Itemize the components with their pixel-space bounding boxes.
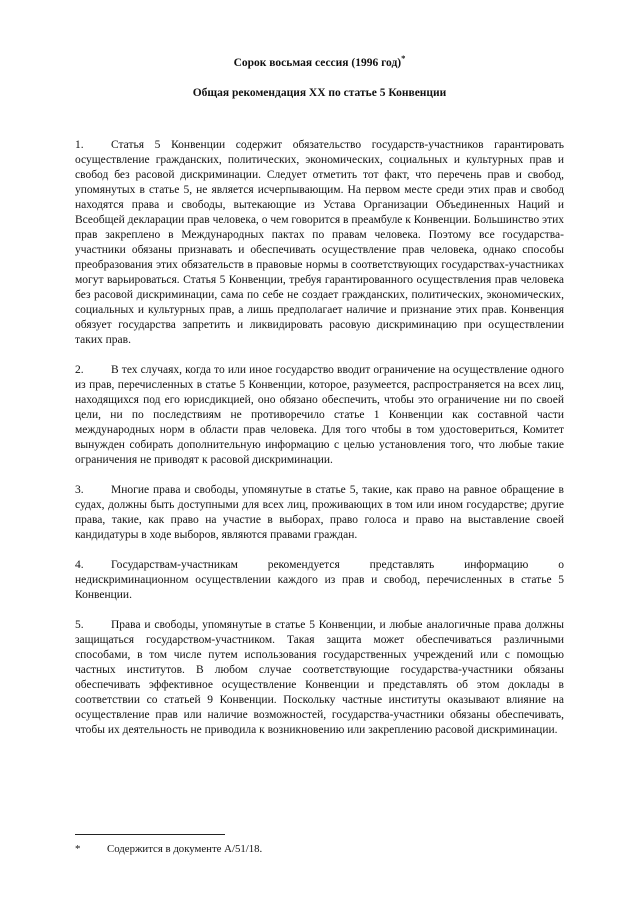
paragraph-1-number: 1. (75, 139, 84, 151)
paragraph-1-text: Статья 5 Конвенции содержит обязательство государств-участников гарантировать осуществление гражданских, политических, экономических, социальных и культурных прав и свобод без расовой дискриминации. Следует отметить тот факт, что перечень прав и свобод, упомянутых в статье 5, не является исчерпывающим. На первом месте среди этих прав и свобод находятся права и свободы, вытекающие из Устава Организации Объединенных Наций и Всеобщей декларации прав человека, о чем говорится в преамбуле к Конвенции. Большинство этих прав закреплено в Международных пактах по правам человека. Поэтому все государства-участники обязаны признавать и обеспечивать осуществление прав человека, однако способы преобразования этих обязательств в правовые нормы в соответствующих государствах-участниках могут варьироваться. Статья 5 Конвенции, требуя гарантированного осуществления прав человека без расовой дискриминации, сама по себе не создает гражданских, политических, экономических, социальных и культурных прав, а лишь предполагает наличие и признание этих прав. Конвенция обязует государства запретить и ликвидировать расовую дискриминацию при осуществлении таких прав. (75, 139, 564, 346)
paragraph-4-text: Государствам-участникам рекомендуется представлять информацию о недискриминационном осуществлении каждого из прав и свобод, перечисленных в статье 5 Конвенции. (75, 559, 564, 601)
paragraph-2-number: 2. (75, 364, 84, 376)
footnote-section (75, 834, 564, 856)
paragraph-2-text: В тех случаях, когда то или иное государство вводит ограничение на осуществление одного из прав, перечисленных в статье 5 Конвенции, которое, разумеется, распространяется на всех лиц, находящихся под его юрисдикцией, оно обязано обеспечить, чтобы это ограничение ни по своей цели, ни по последствиям не противоречило статье 1 Конвенции как составной части международных норм в области прав человека. Для того чтобы в том удостовериться, Комитет вынужден собирать дополнительную информацию с целью установления того, что любые такие ограничения не приводят к расовой дискриминации. (75, 364, 564, 466)
paragraph-3-text: Многие права и свободы, упомянутые в статье 5, такие, как право на равное обращение в судах, должны быть доступными для всех лиц, проживающих в том или ином государстве; другие права, такие, как право на участие в выборах, право голоса и право на выставление своей кандидатуры в ходе выборов, являются правами граждан. (75, 484, 564, 541)
footnote-text: Содержится в документе A/51/18. (107, 843, 263, 855)
footnote-reference-marker: * (401, 53, 406, 64)
session-title (75, 53, 564, 71)
paragraph-4 (75, 558, 564, 603)
paragraph-5-number: 5. (75, 619, 84, 631)
paragraph-4-number: 4. (75, 559, 84, 571)
paragraph-3-number: 3. (75, 484, 84, 496)
paragraph-3 (75, 483, 564, 543)
paragraph-5 (75, 618, 564, 738)
paragraph-2 (75, 363, 564, 468)
document-title: Общая рекомендация XX по статье 5 Конвенции (192, 87, 447, 99)
document-body (75, 138, 564, 738)
footnote-separator-line (75, 834, 225, 835)
session-title-text: Сорок восьмая сессия (1996 год) (233, 57, 402, 69)
paragraph-5-text: Права и свободы, упомянутые в статье 5 Конвенции, и любые аналогичные права должны защищаться государством-участником. Такая защита может обеспечиваться различными способами, в том числе путем использования государственных учреждений или с помощью частных институтов. В любом случае соответствующие государства-участники обязаны обеспечивать эффективное осуществление Конвенции и представлять об этом доклады в соответствии со статьей 9 Конвенции. Поскольку частные институты оказывают влияние на осуществление прав или наличие возможностей, государства-участники обязаны обеспечивать, чтобы их деятельность не приводила к возникновению или закреплению расовой дискриминации. (75, 619, 564, 736)
paragraph-1 (75, 138, 564, 348)
footnote (75, 842, 564, 856)
footnote-marker: * (75, 843, 81, 855)
